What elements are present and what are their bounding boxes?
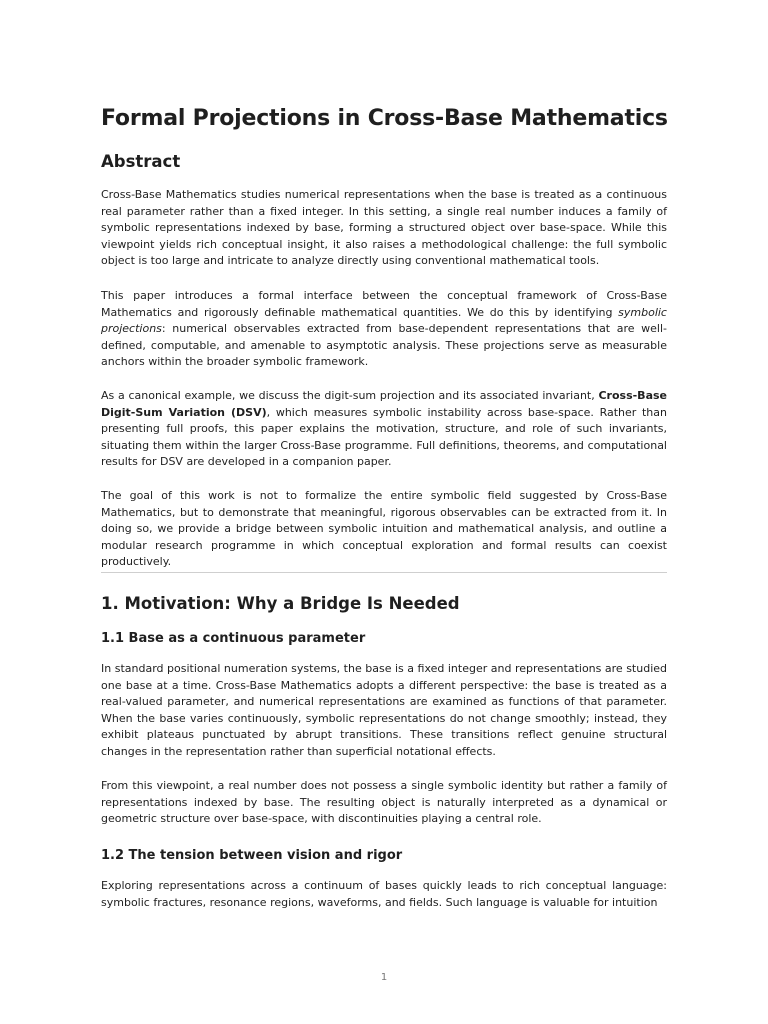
paper-page: [101, 0, 667, 1024]
abstract-paragraph-1: Cross-Base Mathematics studies numerical representations when the base is treated as a continuous real parameter rather than a fixed integer. In this setting, a single real number induces a family of symbolic representations indexed by base, forming a structured object over base-space. While this viewpoint yields rich conceptual insight, it also raises a methodological challenge: the full symbolic object is too large and intricate to analyze directly using conventional mathematical tools.: [101, 188, 667, 268]
section-1-1-paragraph-2: From this viewpoint, a real number does not possess a single symbolic identity but rather a family of representations indexed by base. The resulting object is naturally interpreted as a dynamical or geometric structure over base-space, with discontinuities playing a central role.: [101, 779, 667, 826]
abstract-heading: Abstract: [101, 152, 181, 171]
section-divider: [101, 572, 667, 573]
paper-title: Formal Projections in Cross-Base Mathematics: [101, 106, 668, 131]
section-1-1-paragraph-1: In standard positional numeration systems, the base is a fixed integer and representations are studied one base at a time. Cross-Base Mathematics adopts a different perspective: the base is treated as a real-valued parameter, and numerical representations are examined as functions of that parameter. When the base varies continuously, symbolic representations do not change smoothly; instead, they exhibit plateaus punctuated by abrupt transitions. These transitions reflect genuine structural changes in the representation rather than superficial notational effects.: [101, 662, 667, 758]
section-1-heading: 1. Motivation: Why a Bridge Is Needed: [101, 594, 460, 613]
section-1-2-paragraph-1: Exploring representations across a continuum of bases quickly leads to rich conceptual language: symbolic fractures, resonance regions, waveforms, and fields. Such language is valuable for intuition: [101, 879, 667, 909]
abstract-paragraph-3: As a canonical example, we discuss the digit-sum projection and its associated invariant, Cross-Base Digit-Sum Variation (DSV), which measures symbolic instability across base-space. Rather than presenting full proofs, this paper explains the motivation, structure, and role of such invariants, situating them within the larger Cross-Base programme. Full definitions, theorems, and computational results for DSV are developed in a companion paper.: [101, 389, 667, 469]
subsection-1-2-heading: 1.2 The tension between vision and rigor: [101, 848, 403, 863]
abstract-paragraph-2: This paper introduces a formal interface between the conceptual framework of Cross-Base Mathematics and rigorously definable mathematical quantities. We do this by identifying symbolic projections: numerical observables extracted from base-dependent representations that are well-defined, computable, and amenable to asymptotic analysis. These projections serve as measurable anchors within the broader symbolic framework.: [101, 289, 667, 369]
emphasis-symbolic-projections: symbolic projections: [101, 305, 667, 336]
page-number: 1: [380, 972, 388, 983]
abstract-paragraph-4: The goal of this work is not to formalize the entire symbolic field suggested by Cross-Base Mathematics, but to demonstrate that meaningful, rigorous observables can be extracted from it. In doing so, we provide a bridge between symbolic intuition and mathematical analysis, and outline a modular research programme in which conceptual exploration and formal results can coexist productively.: [101, 489, 667, 569]
subsection-1-1-heading: 1.1 Base as a continuous parameter: [101, 631, 366, 646]
dsv-term: Cross-Base Digit-Sum Variation (DSV): [101, 389, 667, 419]
